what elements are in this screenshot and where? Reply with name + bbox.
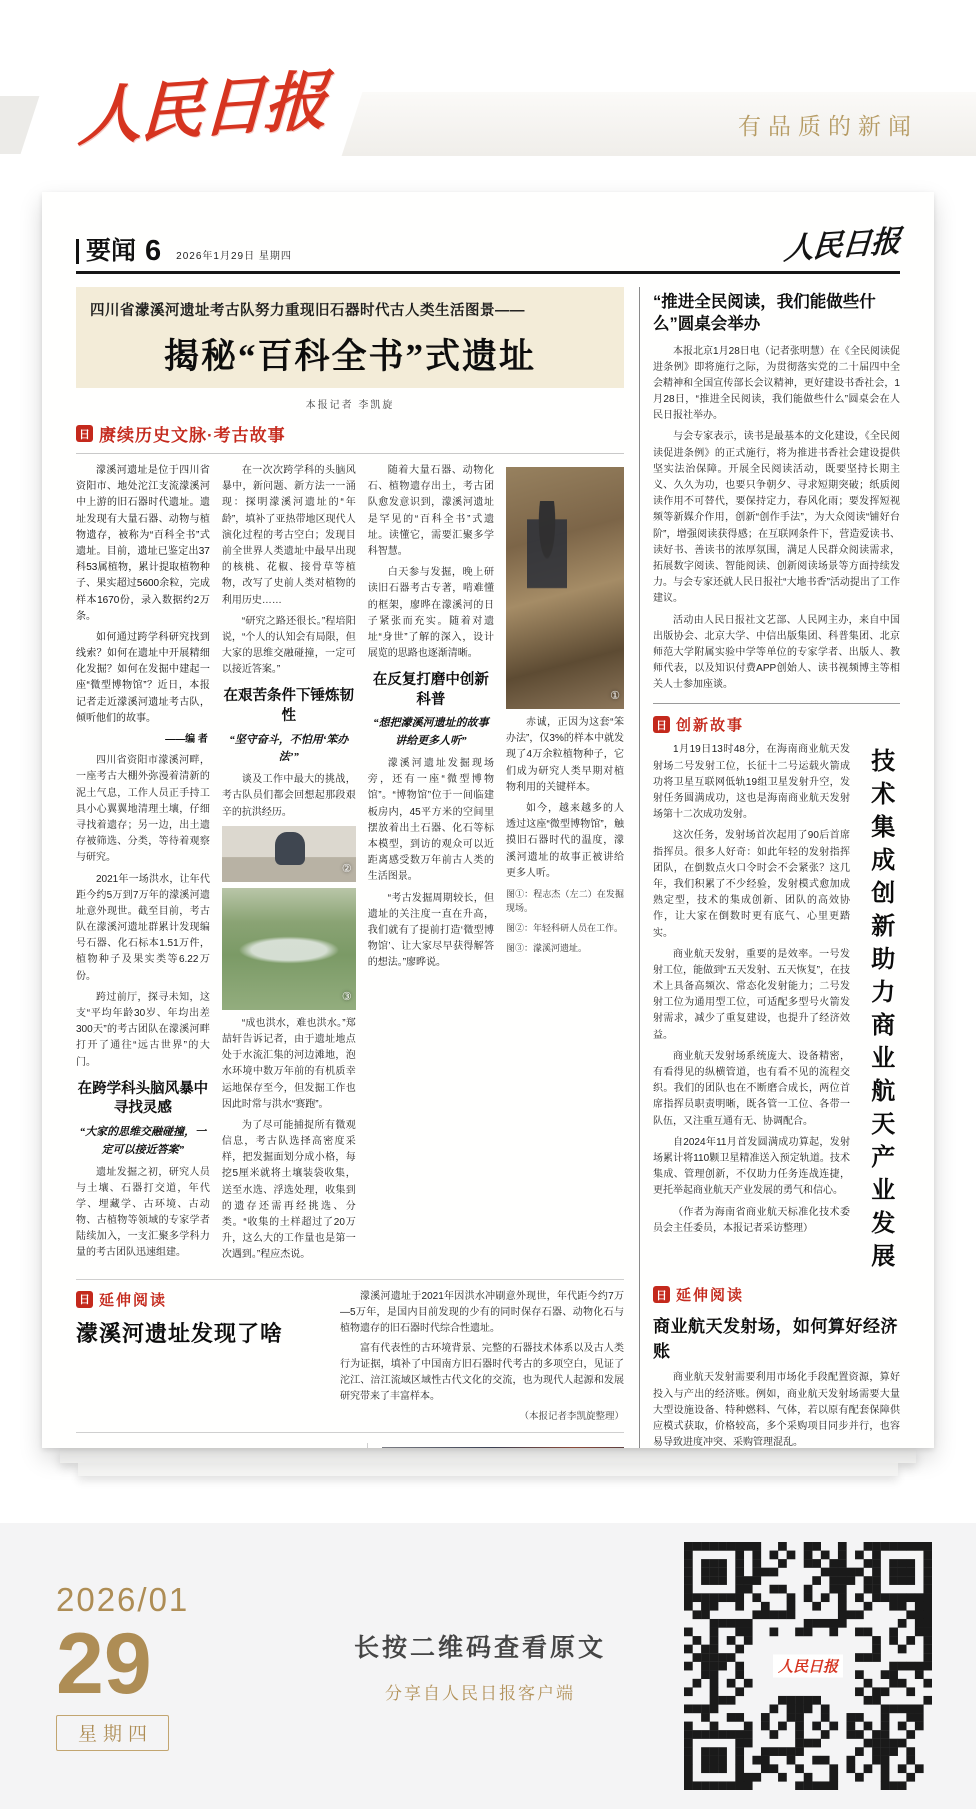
extended-reading-credit: （本报记者李凯旋整理）: [519, 1410, 624, 1422]
brief-fuel-cell: [76, 1447, 355, 1448]
photo-site-aerial: [222, 888, 356, 1010]
editor-intro: 濛溪河遗址是位于四川省资阳市、地处沱江支流濛溪河中上游的旧石器时代遗址。遗址发现有大量石器、动物与植物遗存，被称为“百科全书”式遗址。目前，遗址已鉴定出37科53属植物，累计提取植物种子、果实超过5600余粒，完成样本1670份，录入数据约2万条。 如何通过跨学科研究找到线索？如何在遗址中开展精细化发掘？如何在发掘中建起一座“微型博物馆”？近日，本报记者走近濛溪河遗址考古队，倾听他们的故事。 ——编 者: [76, 463, 210, 748]
feature-quote-2: “坚守奋斗，不怕用‘笨办法’”: [229, 733, 349, 764]
paper-sheet-edge-2: [60, 1448, 916, 1463]
feature-kicker: 四川省濛溪河遗址考古队努力重现旧石器时代古人类生活图景——: [90, 303, 525, 319]
section-logo-icon: 日: [76, 1291, 93, 1308]
feature-section-bar: [76, 421, 624, 454]
cta-block: [288, 1628, 684, 1704]
economics-body: 商业航天发射需要利用市场化手段配置资源，算好投入与产出的经济账。例如，商业航天发射场需要大量大型设施设备、特种燃料、气体，若以原有配套保障供应模式获取，价格较高，多个采购项目同步并行，也容易导致进度冲突、采购管理混乱。: [653, 1372, 900, 1448]
paper-sheet-edge-3: [78, 1463, 898, 1476]
photo-caption-2: 图②：年轻科研人员在工作。: [506, 923, 624, 934]
peoples-daily-logo: 人民日报: [76, 65, 327, 154]
section-logo-icon: 日: [653, 716, 670, 733]
extended-reading-body: 濛溪河遗址于2021年因洪水冲刷意外现世，年代距今约7万—5万年，是国内目前发现的少有的同时保存石器、动物化石与植物遗存的旧石器时代综合性遗址。 富有代表性的古环境背景、完整的石器技术体系以及古人类行为证据，填补了中国南方旧石器时代考古的多项空白，见证了沱江、涪江流域区域性古代文化的交流，也为现代人起源和发展研究带来了丰富样本。 （本报记者李凯旋整理）: [340, 1289, 624, 1424]
feature-columns: [76, 463, 624, 1269]
extended-reading-title: 濛溪河遗址发现了啥: [76, 1320, 284, 1346]
feature-column-3: 随着大量石器、动物化石、植物遗存出土，考古团队愈发意识到，濛溪河遗址是罕见的“百科全书”式遗址。读懂它，需要汇聚多学科智慧。 白天参与发掘，晚上研读旧石器考古专著，啃难懂的框架，廖晔在濛溪河的日子紧张而充实。随着对遗址“身世”了解的深入，设计展览的思路也逐渐清晰。 在反复打磨中创新科普 “想把濛溪河遗址的故事讲给更多人听” 濛溪河遗址发掘现场旁，还有一座“微型博物馆”。“博物馆”位于一间临建板房内，45平方米的空间里摆放着出土石器、化石等标本模型，到访的观众可以近距离感受数万年前古人类的生活图景。 “考古发掘周期较长，但遗址的关注度一直在升高，我们就有了提前打造‘微型博物馆’、让大家尽早获得解答的想法。”廖晔说。: [367, 465, 494, 969]
feature-column-2: 在一次次跨学科的头脑风暴中，新问题、新方法一一涌现：探明濛溪河遗址的“年龄”，填补了亚热带地区现代人演化过程的考古空白；发现目前全世界人类遗址中最早出现的核桃、花椒、接骨草等植物，改写了史前人类对植物的利用历史…… “研究之路还很长。”程培阳说，“个人的认知会有局限，但大家的思维交融碰撞，一定可以接近答案。” 在艰苦条件下锤炼韧性 “坚守奋斗，不怕用‘笨办法’” 谈及工作中最大的挑战，考古队员们都会回想起那段艰辛的抗洪经历。 ② ③ “成也洪水，难也洪水。”郑喆轩告诉记者，由于遗址地点处于水流汇集的河边滩地，泡水环境中数万年前的有机质幸运地保存至今，但发掘工作也因此时常与洪水“赛跑”。 为了尽可能捕捉所有微观信息，考古队选择高密度采样，把发掘面划分成小格，每挖5厘米就将土壤装袋收集，送至水选、浮选处理，收集到的遗存还需再经挑选、分类。“收集的土样超过了20万升，这么大的工作量也是第一次遇到。”程应杰说。: [221, 465, 356, 1261]
feature-byline: 本报记者 李凯旋: [305, 400, 395, 411]
date-weekday: 星期四: [56, 1715, 169, 1751]
app-tagline: 有品质的新闻: [738, 113, 918, 139]
feature-column-4: ① 赤诚，正因为这套“笨办法”，仅3%的样本中就发现了4万余粒植物种子，它们成为研究人类早期对植物利用的关键样本。 如今，越来越多的人透过这座“微型博物馆”，触摸旧石器时代的温度，濛溪河遗址的故事正被讲给更多人听。 图①：程志杰（左二）在发掘现场。 图②：年轻科研人员在工作。 图③：濛溪河遗址。: [506, 463, 624, 1269]
date-day: 29: [56, 1615, 152, 1712]
header-band-fragment: [0, 96, 39, 154]
feature-column-1: 濛溪河遗址是位于四川省资阳市、地处沱江支流濛溪河中上游的旧石器时代遗址。遗址发现有大量石器、动物与植物遗存，被称为“百科全书”式遗址。目前，遗址已鉴定出37科53属植物，累计提取植物种子、果实超过5600余粒，完成样本1670份，录入数据约2万条。 如何通过跨学科研究找到线索？如何在遗址中开展精细化发掘？如何在发掘中建起一座“微型博物馆”？近日，本报记者走近濛溪河遗址考古队，倾听他们的故事。 ——编 者 四川省资阳市濛溪河畔，一座考古大棚外弥漫着清新的泥土气息，工作人员正手持工具小心翼翼地清理土壤，仔细寻找着遗存；另一边，出土遗存被筛选、分类，等待着观察与研究。 2021年一场洪水，让年代距今约5万到7万年的濛溪河遗址意外现世。截至目前，考古队在濛溪河遗址群累计发现编号石器、化石标本1.51万件，植物种子及果实类等6.22万份。 跨过前厅，探寻未知，这支“平均年龄30岁、年均出差300天”的考古团队在濛溪河畔打开了通往“远古世界”的大门。 在跨学科头脑风暴中寻找灵感 “大家的思维交融碰撞，一定可以接近答案” 遗址发掘之初，研究人员与土壤、石器打交道，年代学、埋藏学、古环境、古动物、古植物等领域的专家学者陆续加入，一支汇聚多学科力量的考古团队迅速组建。: [76, 465, 210, 1259]
photo-mark-1: ①: [610, 690, 620, 703]
feature-subhead-1: 在跨学科头脑风暴中寻找灵感: [77, 1080, 209, 1117]
page-date: 2026年1月29日 星期四: [176, 251, 292, 262]
cta-text: 长按二维码查看原文: [353, 1634, 606, 1662]
photo-rice-cake: [382, 1447, 624, 1448]
feature-subhead-3: 在反复打磨中创新科普: [372, 672, 489, 708]
feature-quote-1: “大家的思维交融碰撞，一定可以接近答案”: [79, 1125, 207, 1156]
bottom-section: [76, 1432, 624, 1448]
section-logo-icon: 日: [653, 1286, 670, 1303]
feature-article: [76, 287, 624, 1448]
innovation-vertical-title: 技术集成创新助力商业航天产业发展: [866, 748, 893, 1277]
section-name: 要闻: [76, 239, 136, 264]
editor-note: ——编 者: [165, 734, 208, 745]
right-column: [639, 287, 900, 1448]
section-logo-icon: 日: [76, 425, 93, 442]
share-footer: [0, 1523, 976, 1809]
extended-reading-mid: [76, 1279, 624, 1424]
extended-reading-label: 日 延伸阅读: [76, 1289, 328, 1310]
innovation-story-label: 日 创新故事: [653, 714, 900, 735]
roundtable-title: “推进全民阅读，我们能做些什么”圆桌会举办: [653, 293, 876, 334]
section-label: 赓续历史文脉·考古故事: [99, 426, 286, 445]
photo-mark-3: ③: [341, 990, 352, 1003]
roundtable-body: 本报北京1月28日电（记者张明慧）在《全民阅读促进条例》即将施行之际，为贯彻落实党的二十届四中全会精神和全国宣传部长会议精神，更好建设书香社会，1月28日，“推进全民阅读，我们能做些什么”圆桌会在人民日报社举办。 与会专家表示，读书是最基本的文化建设，《全民阅读促进条例》的正式施行，将为推进书香社会建设提供坚实法治保障。开展全民阅读活动，既要坚持长期主义、久久为功，也要只争朝夕、寻求短期突破；纸质阅读作用不可替代，要保持定力，春风化雨；要发挥短视频等新媒介作用，创新“创作手法”，为大众阅读“铺好台阶”，增强阅读获得感；在互联网条件下，营造爱读书、读好书、善读书的浓厚氛围，满足人民群众阅读需求，拓展数字阅读、智能阅读、创新阅读场景等方面持续发力。与会专家还就人民日报社“大地书香”活动提出了工作建议。 活动由人民日报社文艺部、人民网主办，来自中国出版协会、北京大学、中信出版集团、科普集团、北京师范大学附属实验中学等单位的专家学者、出版人、教师代表，以及知识付费APP创始人、读书视频博主等相关人士参加座谈。: [653, 345, 900, 691]
photo-caption-3: 图③：濛溪河遗址。: [506, 942, 588, 953]
divider: [653, 703, 900, 704]
newspaper-page-header: [76, 220, 900, 274]
innovation-article: 1月19日13时48分，在海南商业航天发射场二号发射工位，长征十二号运载火箭成功将卫星互联网低轨19组卫星发射升空，发射任务圆满成功，这也是海南商业航天发射场第十二次成功发射。 这次任务，发射场首次起用了90后首席指挥员。很多人好奇：如此年轻的发射指挥团队，在倒数点火口令时会不会紧张？这几年，我们积累了不少经验，发射模式愈加成熟定型，技术的集成创新、团队的高效协作，让大家在倒数时更有底气、心里更踏实。 商业航天发射，重要的是效率。一号发射工位，能做到“五天发射、五天恢复”，在技术上具备高频次、常态化发射能力；二号发射工位为通用型工位，可适配多型号火箭发射需求，减少了重复建设，也提升了经济效益。 商业航天发射场系统庞大、设备精密，有看得见的纵横管道，也有看不见的流程交织。我们的团队也在不断磨合成长，两位首席指挥员职责明晰，既各管一工位、各带一队伍，又注重互通有无、协调配合。 自2024年11月首发圆满成功算起，发射场累计将110颗卫星精准送入预定轨道。技术集成、管理创新，不仅助力任务连战连捷，更托举起商业航天产业发展的勇气和信心。 （作者为海南省商业航天标准化技术委员会主任委员，本报记者采访整理） 技术集成创新助力商业航天产业发展: [653, 744, 893, 1277]
economics-title: 商业航天发射场，如何算好经济账: [653, 1317, 898, 1362]
feature-headline-box: [76, 287, 624, 388]
photo-lab-work: [222, 826, 356, 882]
share-source-text: 分享自人民日报客户端: [385, 1684, 575, 1703]
photo-excavation: [506, 467, 624, 709]
masthead-logo: 人民日报: [782, 224, 901, 267]
date-block: [56, 1581, 288, 1751]
photo-story: [382, 1443, 624, 1448]
date-month: 2026/01: [56, 1580, 190, 1618]
photo-mark-2: ②: [341, 862, 352, 875]
feature-subhead-2: 在艰苦条件下锤炼韧性: [223, 688, 355, 724]
page-number: 6: [145, 234, 162, 267]
feature-title: 揭秘“百科全书”式遗址: [163, 337, 536, 376]
news-briefs: [76, 1443, 368, 1448]
photo-caption-1: 图①：程志杰（左二）在发掘现场。: [506, 888, 624, 914]
newspaper-page: [42, 192, 934, 1448]
qr-code[interactable]: [684, 1542, 932, 1790]
extended-reading-label-right: 日 延伸阅读: [653, 1284, 900, 1305]
qr-center-logo: 人民日报: [773, 1655, 843, 1678]
feature-quote-3: “想把濛溪河遗址的故事讲给更多人听”: [373, 717, 489, 748]
